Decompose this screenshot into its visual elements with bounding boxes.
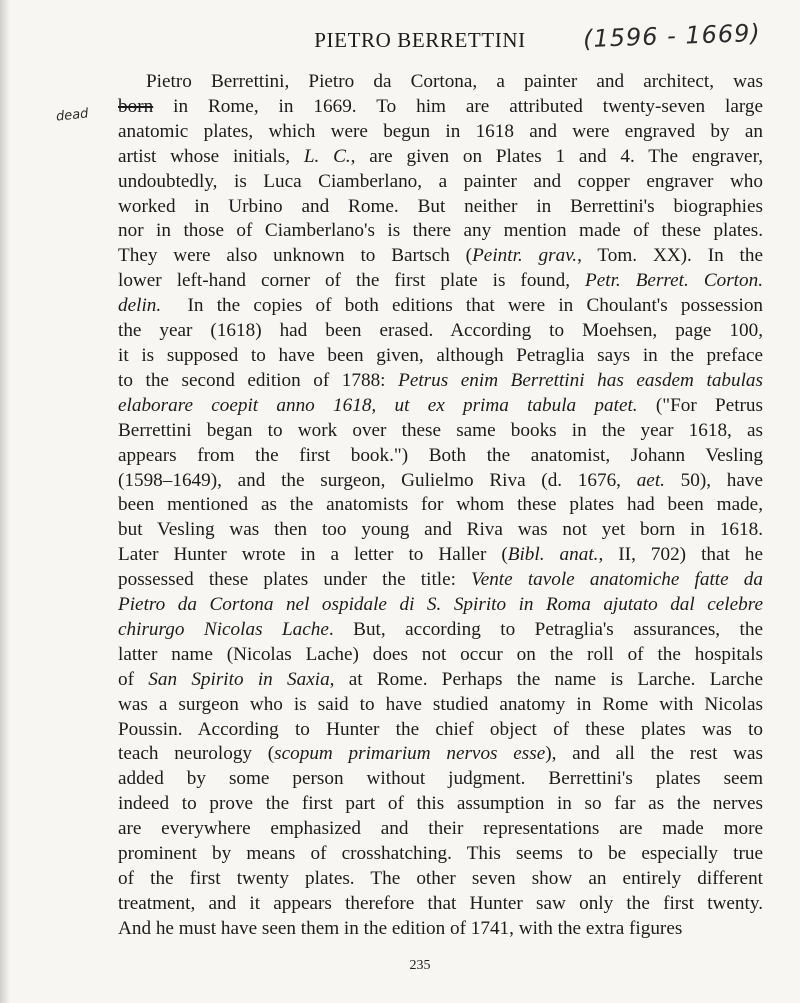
text-line: worked in Urbino and Rome. But neither in Berrettini's biographies xyxy=(118,195,763,217)
italic-text: Bibl. anat. xyxy=(507,544,599,566)
text-line: undoubtedly, is Luca Ciamberlano, a painter and copper engraver who xyxy=(118,170,763,192)
text-line: but Vesling was then too young and Riva was not yet born in 1618. xyxy=(118,519,763,541)
page-gutter-shadow xyxy=(0,0,10,1003)
text-line: been mentioned as the anatomists for whom these plates had been made, xyxy=(118,494,763,516)
text-line: prominent by means of crosshatching. This seems to be especially true xyxy=(118,843,763,865)
text-line xyxy=(118,593,763,618)
text-line: elaborare coepit anno 1618, ut ex prima tabula patet. ("For Petrus xyxy=(118,394,763,416)
italic-text: Pietro da Cortona nel ospidale di S. Spirito in Roma ajutato dal celebre xyxy=(118,594,763,616)
body-paragraph xyxy=(118,70,763,942)
italic-text: scopum primarium nervos esse xyxy=(274,743,546,765)
page-title: PIETRO BERRETTINI xyxy=(314,28,526,52)
page-number: 235 xyxy=(409,958,431,973)
italic-text: chirurgo Nicolas Lache xyxy=(118,618,329,640)
text-line: it is supposed to have been given, although Petraglia says in the preface xyxy=(118,344,763,366)
text-line: Later Hunter wrote in a letter to Haller (Bibl. anat., II, 702) that he xyxy=(118,544,763,566)
italic-text: San Spirito in Saxia xyxy=(148,668,330,690)
text-line: possessed these plates under the title: Vente tavole anatomiche fatte da xyxy=(118,569,763,591)
text-line: was a surgeon who is said to have studied anatomy in Rome with Nicolas xyxy=(118,693,763,715)
text-line: to the second edition of 1788: Petrus enim Berrettini has easdem tabulas xyxy=(118,369,763,391)
italic-text: delin. xyxy=(118,295,162,317)
text-line: (1598–1649), and the surgeon, Gulielmo Riva (d. 1676, aet. 50), have xyxy=(118,469,763,491)
text-line: appears from the first book.") Both the anatomist, Johann Vesling xyxy=(118,444,763,466)
struck-word: born xyxy=(118,95,154,117)
text-line: artist whose initials, L. C., are given on Plates 1 and 4. The engraver, xyxy=(118,145,763,167)
text-line: anatomic plates, which were begun in 1618 and were engraved by an xyxy=(118,120,763,142)
text-line: chirurgo Nicolas Lache. But, according to Petraglia's assurances, the xyxy=(118,618,763,640)
handwritten-margin-note: dead xyxy=(55,106,90,125)
italic-text: Petr. Berret. Corton. xyxy=(585,270,763,292)
text-line: are everywhere emphasized and their representations are made more xyxy=(118,818,763,840)
text-line: of San Spirito in Saxia, at Rome. Perhaps the name is Larche. Larche xyxy=(118,668,763,690)
italic-text: Vente tavole anatomiche fatte da xyxy=(471,569,763,591)
text-line: Pietro Berrettini, Pietro da Cortona, a painter and architect, was xyxy=(146,71,763,92)
text-line: They were also unknown to Bartsch (Peintr. grav., Tom. XX). In the xyxy=(118,245,763,267)
italic-text: Peintr. grav. xyxy=(472,245,578,267)
text-line: treatment, and it appears therefore that Hunter saw only the first twenty. xyxy=(118,892,763,914)
text-line: Poussin. According to Hunter the chief object of these plates was to xyxy=(118,718,763,740)
text-line: delin. In the copies of both editions that were in Choulant's possession xyxy=(118,295,764,317)
italic-text: Petrus enim Berrettini has easdem tabulas xyxy=(398,369,763,391)
text-line: Berrettini began to work over these same books in the year 1618, as xyxy=(118,419,763,441)
handwritten-dates-annotation: (1596 - 1669) xyxy=(582,18,762,54)
text-line: teach neurology (scopum primarium nervos esse), and all the rest was xyxy=(118,743,763,765)
italic-text: aet. xyxy=(636,469,665,491)
text-line: of the first twenty plates. The other seven show an entirely different xyxy=(118,868,763,889)
text-line: lower left-hand corner of the first plate is found, Petr. Berret. Corton. xyxy=(118,270,763,292)
text-line: the year (1618) had been erased. According to Moehsen, page 100, xyxy=(118,320,763,342)
text-line: born in Rome, in 1669. To him are attributed twenty-seven large xyxy=(118,95,763,117)
text-line: added by some person without judgment. Berrettini's plates seem xyxy=(118,768,763,790)
text-line: nor in those of Ciamberlano's is there any mention made of these plates. xyxy=(118,220,763,242)
text-line: And he must have seen them in the edition of 1741, with the extra figures xyxy=(118,917,683,939)
italic-text: elaborare coepit anno 1618, ut ex prima tabula patet. xyxy=(118,394,638,416)
text-line: indeed to prove the first part of this assumption in so far as the nerves xyxy=(118,793,763,815)
text-line: latter name (Nicolas Lache) does not occur on the roll of the hospitals xyxy=(118,643,763,665)
italic-text: L. C. xyxy=(303,145,351,167)
